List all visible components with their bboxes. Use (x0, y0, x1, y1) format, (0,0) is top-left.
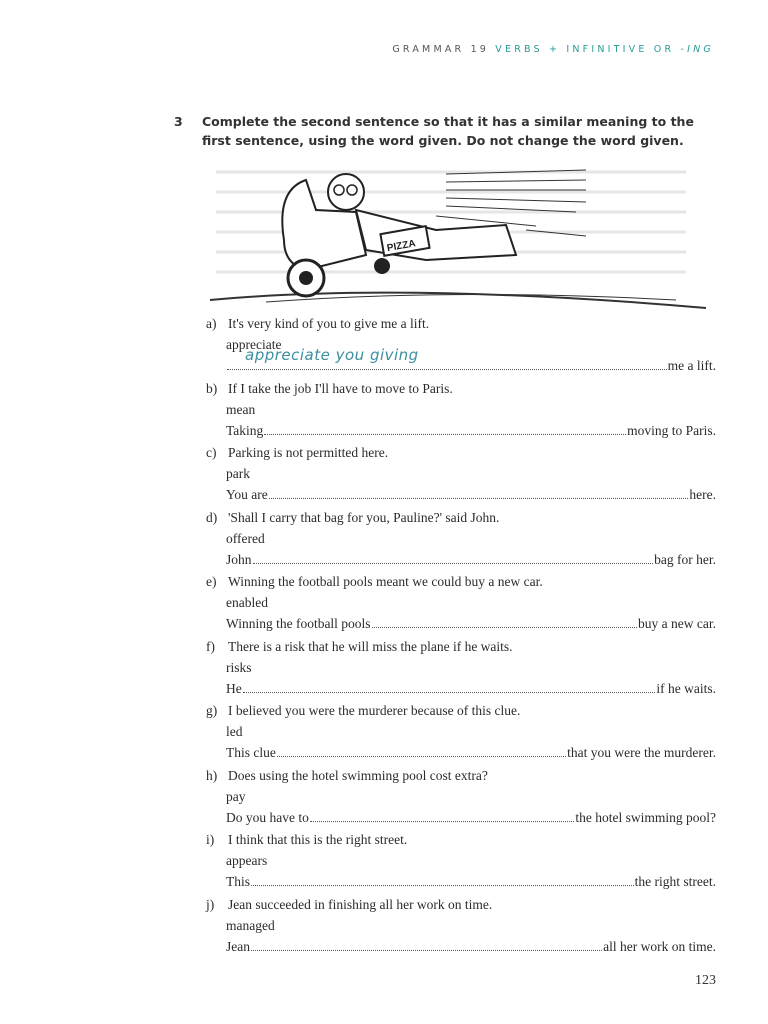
item-sentence: If I take the job I'll have to move to Paris. (228, 380, 453, 396)
answer-blank[interactable] (243, 691, 656, 693)
item-sentence: Winning the football pools meant we could buy a new car. (228, 574, 543, 589)
answer-blank[interactable] (251, 884, 634, 886)
answer-prefix: Jean (226, 938, 250, 954)
exercise-number: 3 (174, 114, 183, 129)
exercise-item (206, 639, 716, 701)
answer-prefix: This (226, 874, 251, 889)
item-letter: b) (206, 380, 218, 396)
item-letter: j) (206, 896, 215, 912)
header-topic: VERBS + INFINITIVE OR (495, 44, 675, 55)
answer-blank[interactable] (253, 562, 654, 564)
answer-suffix: me a lift. (667, 358, 716, 373)
answer-line (226, 616, 716, 632)
answer-suffix: the right street. (634, 874, 716, 889)
answer-line (226, 681, 716, 697)
answer-suffix: the hotel swimming pool? (575, 809, 716, 825)
item-question (206, 832, 407, 848)
answer-suffix: that you were the murderer. (567, 745, 716, 760)
answer-line (226, 939, 716, 955)
answer-blank[interactable] (251, 949, 602, 951)
pizza-sign: PIZZA (386, 238, 417, 255)
answer-line (226, 346, 716, 374)
item-letter: h) (206, 767, 218, 783)
exercise-item (206, 316, 716, 378)
answer-suffix: moving to Paris. (627, 422, 716, 438)
item-question (206, 897, 492, 913)
answer-suffix: if he waits. (656, 680, 716, 696)
item-question (206, 316, 429, 332)
item-sentence: I think that this is the right street. (228, 832, 408, 847)
exercise-item (206, 897, 716, 959)
item-question (206, 381, 453, 397)
item-letter: i) (206, 832, 215, 847)
answer-prefix: John (226, 551, 252, 567)
answer-line (226, 745, 716, 761)
item-sentence: Does using the hotel swimming pool cost extra? (228, 767, 488, 783)
instruction-text: Complete the second sentence so that it has a similar meaning to the first sentence, using the word given. Do not change the word given. (202, 114, 694, 148)
answer-line (226, 810, 716, 826)
item-sentence: It's very kind of you to give me a lift. (228, 316, 430, 331)
item-letter: a) (206, 316, 217, 331)
answer-prefix: Do you have to (226, 809, 309, 825)
exercise-item (206, 510, 716, 572)
answer-line (226, 487, 716, 503)
exercise-item (206, 768, 716, 830)
item-letter: c) (206, 445, 217, 460)
item-sentence: There is a risk that he will miss the plane if he waits. (228, 638, 513, 654)
item-letter: e) (206, 574, 217, 589)
answer-blank[interactable] (310, 820, 575, 822)
exercise-item (206, 832, 716, 894)
scooter-illustration (206, 160, 710, 310)
answer-blank[interactable] (277, 755, 566, 757)
item-keyword: park (226, 466, 250, 481)
answer-blank[interactable] (264, 433, 626, 435)
answer-prefix: Winning the football pools (226, 616, 371, 631)
item-keyword: led (226, 724, 243, 739)
header-topic-ing: -ING (680, 44, 714, 55)
item-sentence: I believed you were the murderer because of this clue. (228, 703, 521, 718)
item-keyword: mean (226, 401, 256, 417)
exercise-item (206, 381, 716, 443)
exercise-item (206, 703, 716, 765)
answer-blank[interactable] (227, 346, 667, 370)
answer-line (226, 552, 716, 568)
item-question (206, 768, 488, 784)
item-keyword: risks (226, 659, 252, 675)
answer-suffix: all her work on time. (603, 938, 716, 954)
page-number: 123 (695, 973, 716, 988)
handwritten-answer: appreciate you giving (245, 346, 419, 364)
exercise-item (206, 574, 716, 636)
answer-line (226, 874, 716, 890)
item-letter: g) (206, 703, 218, 718)
answer-prefix: You are (226, 487, 268, 502)
answer-blank[interactable] (372, 626, 637, 628)
item-sentence: Parking is not permitted here. (228, 445, 389, 460)
item-keyword: pay (226, 788, 246, 804)
answer-suffix: buy a new car. (638, 616, 716, 631)
answer-line (226, 423, 716, 439)
item-letter: d) (206, 509, 218, 525)
item-question (206, 574, 543, 590)
item-keyword: offered (226, 530, 265, 546)
item-question (206, 703, 520, 719)
item-question (206, 639, 513, 655)
item-question (206, 445, 388, 461)
exercise-instruction (174, 112, 694, 150)
answer-blank[interactable] (269, 497, 689, 499)
answer-suffix: here. (689, 487, 716, 502)
item-letter: f) (206, 638, 215, 654)
item-keyword: appreciate (226, 337, 282, 352)
item-keyword: managed (226, 917, 275, 933)
answer-prefix: This clue (226, 745, 276, 760)
exercise-item (206, 445, 716, 507)
item-question (206, 510, 499, 526)
item-keyword: appears (226, 853, 268, 868)
item-keyword: enabled (226, 595, 268, 610)
answer-prefix: He (226, 680, 242, 696)
answer-suffix: bag for her. (654, 551, 716, 567)
answer-prefix: Taking (226, 422, 264, 438)
item-sentence: 'Shall I carry that bag for you, Pauline?' said John. (228, 509, 500, 525)
item-sentence: Jean succeeded in finishing all her work on time. (228, 896, 493, 912)
header-grammar: GRAMMAR 19 (392, 44, 490, 55)
running-header (392, 44, 714, 55)
